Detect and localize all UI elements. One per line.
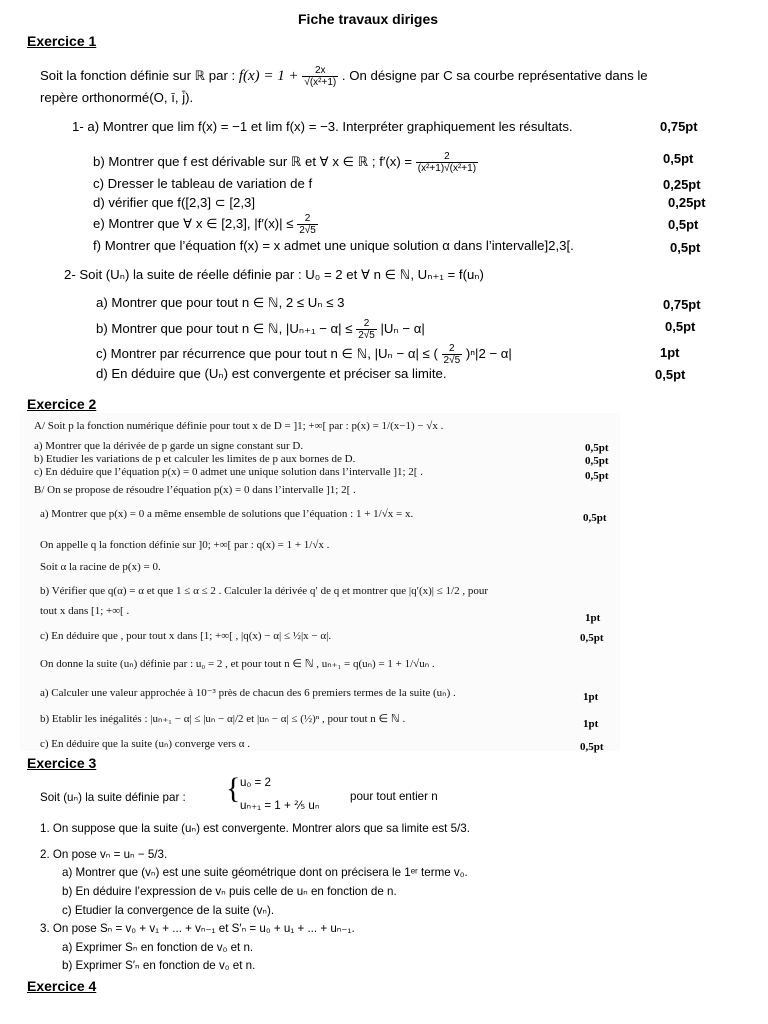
exercise-4-title: Exercice 4 [27, 978, 97, 994]
ex2-b1: a) Montrer que p(x) = 0 a même ensemble de solutions que l’équation : 1 + 1/√x = x. [40, 508, 414, 520]
ex1-q1b: b) Montrer que f est dérivable sur ℝ et ∀ x ∈ ℝ ; f′(x) = $\frac{2}{\text{(x²+1)√(x²+1)}}$ [93, 151, 477, 174]
ex2-b-head: B/ On se propose de résoudre l’équation p(x) = 0 dans l’intervalle ]1; 2[ . [34, 484, 356, 496]
ex2-b7: a) Calculer une valeur approchée à 10⁻³ près de chacun des 6 premiers termes de la suite (uₙ) . [40, 687, 456, 699]
ex3-q1: 1. On suppose que la suite (uₙ) est convergente. Montrer alors que sa limite est 5/3. [40, 822, 470, 835]
points: 0,5pt [585, 442, 609, 454]
ex2-b8: b) Etablir les inégalités : |uₙ₊₁ − α| ≤ |uₙ − α|/2 et |uₙ − α| ≤ (½)ⁿ , pour tout n ∈ ℕ . [40, 713, 406, 725]
ex2-a3: c) En déduire que l’équation p(x) = 0 admet une unique solution dans l’intervalle ]1; 2[ . [34, 466, 423, 478]
points: 0,5pt [670, 240, 701, 255]
points: 0,5pt [663, 151, 694, 166]
points: 0,5pt [655, 367, 686, 382]
points: 0,75pt [660, 119, 698, 134]
ex1-intro-line2: repère orthonormé(O, ī, j̄). [40, 90, 194, 105]
ex1-q2b: b) Montrer que pour tout n ∈ ℕ, |Uₙ₊₁ − α| ≤ $\frac{2}{2√5}$ |Uₙ − α| [96, 318, 425, 341]
points: 0,25pt [668, 195, 706, 210]
ex1-q2: 2- Soit (Uₙ) la suite de réelle définie par : U₀ = 2 et ∀ n ∈ ℕ, Uₙ₊₁ = f(uₙ) [64, 267, 484, 282]
exercise-2-title: Exercice 2 [27, 396, 97, 412]
ex2-b3: Soit α la racine de p(x) = 0. [40, 561, 161, 573]
ex3-intro-b: pour tout entier n [350, 790, 438, 803]
ex1-q2d: d) En déduire que (Uₙ) est convergente et préciser sa limite. [96, 366, 447, 381]
points: 0,5pt [583, 512, 607, 524]
points: 0,5pt [585, 455, 609, 467]
ex1-q1c: c) Dresser le tableau de variation de f [93, 176, 313, 191]
points: 0,5pt [668, 217, 699, 232]
points: 1pt [660, 345, 680, 360]
ex3-q3a: a) Exprimer Sₙ en fonction de v₀ et n. [62, 941, 254, 954]
ex3-q2b: b) En déduire l’expression de vₙ puis celle de uₙ en fonction de n. [62, 885, 397, 898]
points: 0,5pt [665, 319, 696, 334]
ex1-intro: Soit la fonction définie sur ℝ par : f(x) = 1 + $\frac{2x}{\text{√(x²+1)}}$ . On désigne par C sa courbe représentative dans le [40, 65, 648, 88]
points: 0,75pt [663, 297, 701, 312]
ex2-b6: On donne la suite (uₙ) définie par : u₀ = 2 , et pour tout n ∈ ℕ , uₙ₊₁ = q(uₙ) = 1 + 1/√uₙ . [40, 658, 435, 670]
ex3-q2: 2. On pose vₙ = uₙ − 5/3. [40, 848, 168, 861]
ex1-q1e: e) Montrer que ∀ x ∈ [2,3], |f′(x)| ≤ $\frac{2}{2√5}$ [93, 213, 316, 236]
ex3-system-line1: u₀ = 2 [240, 776, 271, 789]
ex3-intro-a: Soit (uₙ) la suite définie par : [40, 791, 186, 804]
ex1-q1a: 1- a) Montrer que lim f(x) = −1 et lim f(x) = −3. Interpréter graphiquement les résultats. [72, 119, 573, 134]
exercise-3-title: Exercice 3 [27, 755, 97, 771]
points: 1pt [585, 612, 601, 624]
ex1-q2c: c) Montrer par récurrence que pour tout n ∈ ℕ, |Uₙ − α| ≤ ( $\frac{2}{2√5}$ )ⁿ|2 − α| [96, 343, 512, 366]
ex2-a1: a) Montrer que la dérivée de p garde un signe constant sur D. [34, 440, 304, 452]
ex2-b9: c) En déduire que la suite (uₙ) converge vers α . [40, 738, 251, 750]
points: 0,5pt [580, 741, 604, 753]
ex1-q1d: d) vérifier que f([2,3] ⊂ [2,3] [93, 195, 256, 210]
ex1-q1f: f) Montrer que l’équation f(x) = x admet une unique solution α dans l’intervalle]2,3[. [93, 238, 574, 253]
ex2-b4: b) Vérifier que q(α) = α et que 1 ≤ α ≤ 2 . Calculer la dérivée q′ de q et montrer que |q′(x)| ≤ 1/2 , pour [40, 585, 489, 597]
points: 0,25pt [663, 177, 701, 192]
points: 0,5pt [585, 470, 609, 482]
points: 0,5pt [580, 632, 604, 644]
ex2-a2: b) Etudier les variations de p et calculer les limites de p aux bornes de D. [34, 453, 356, 465]
ex3-system-line2: uₙ₊₁ = 1 + ⅖ uₙ [240, 799, 320, 812]
points: 1pt [583, 718, 599, 730]
ex3-q3b: b) Exprimer S′ₙ en fonction de v₀ et n. [62, 959, 256, 972]
ex2-b4b: tout x dans [1; +∞[ . [40, 605, 130, 617]
exercise-1-title: Exercice 1 [27, 33, 97, 49]
points: 1pt [583, 691, 599, 703]
page-title: Fiche travaux diriges [298, 11, 439, 27]
ex2-a-head: A/ Soit p la fonction numérique définie pour tout x de D = ]1; +∞[ par : p(x) = 1/(x−1) − √x . [34, 420, 444, 432]
brace-icon: { [226, 772, 241, 805]
ex2-b5: c) En déduire que , pour tout x dans [1; +∞[ , |q(x) − α| ≤ ½|x − α|. [40, 630, 332, 642]
ex3-q2c: c) Etudier la convergence de la suite (vₙ). [62, 904, 275, 917]
ex2-b2: On appelle q la fonction définie sur ]0; +∞[ par : q(x) = 1 + 1/√x . [40, 539, 330, 551]
ex3-q3: 3. On pose Sₙ = v₀ + v₁ + ... + vₙ₋₁ et S′ₙ = u₀ + u₁ + ... + uₙ₋₁. [40, 922, 355, 935]
fx-definition: f(x) = 1 + [238, 67, 299, 84]
ex3-q2a: a) Montrer que (vₙ) est une suite géométrique dont on précisera le 1ᵉʳ terme v₀. [62, 866, 468, 879]
ex1-q2a: a) Montrer que pour tout n ∈ ℕ, 2 ≤ Uₙ ≤ 3 [96, 295, 345, 310]
